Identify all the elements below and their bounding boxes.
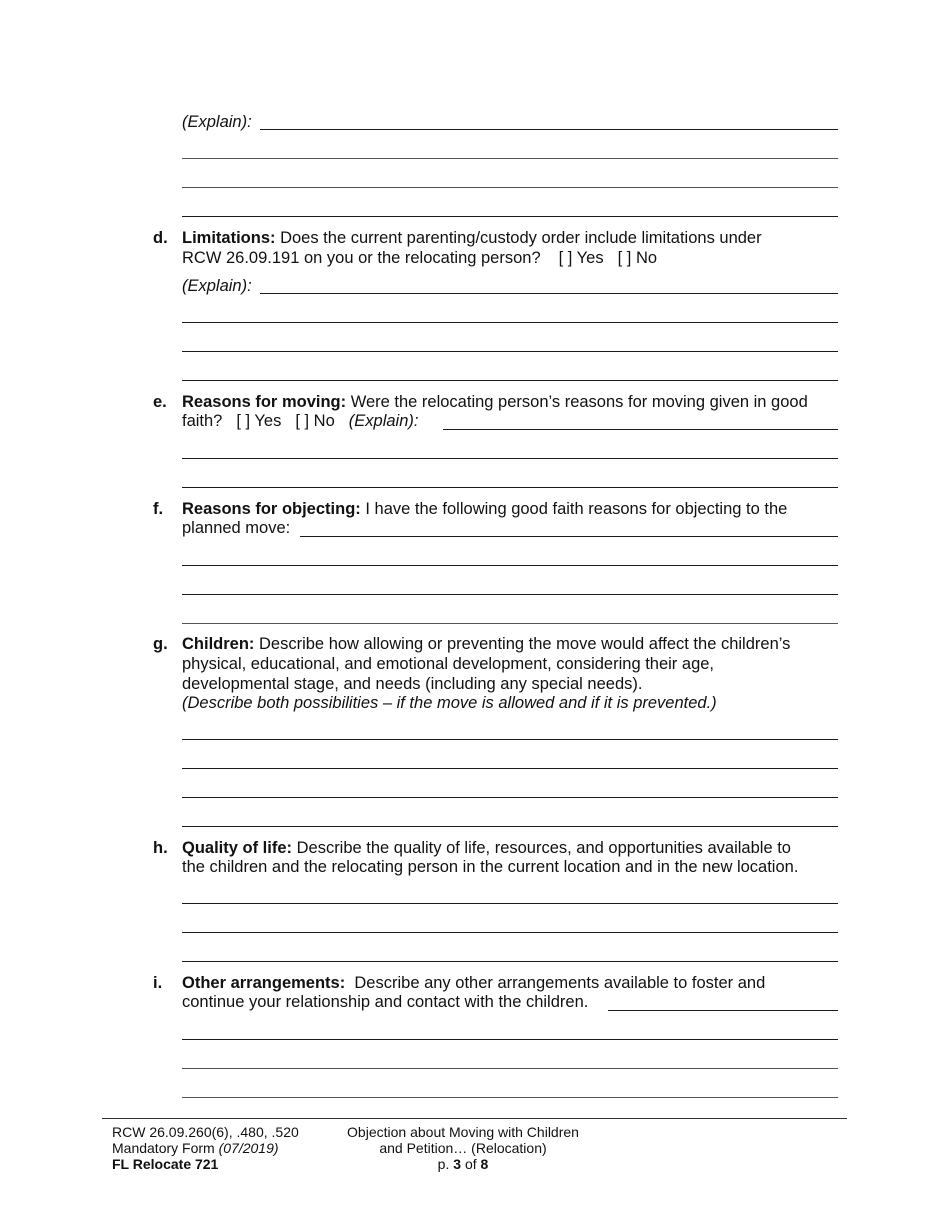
section-h-letter: h.: [153, 839, 168, 857]
section-f-letter: f.: [153, 500, 164, 518]
section-i-text: Describe any other arrangements available to foster and: [345, 974, 766, 992]
section-i-line2: continue your relationship and contact with the children.: [182, 993, 589, 1011]
answer-line[interactable]: [182, 826, 838, 827]
page-total: 8: [480, 1156, 489, 1172]
explain-label: (Explain):: [348, 412, 419, 430]
answer-line[interactable]: [182, 961, 838, 962]
answer-line[interactable]: [182, 380, 838, 381]
answer-line[interactable]: [182, 187, 838, 188]
footer-title-line2: and Petition… (Relocation): [379, 1140, 547, 1156]
section-e-text: Were the relocating person’s reasons for moving given in good: [346, 393, 808, 411]
answer-line[interactable]: [182, 487, 838, 488]
section-e-heading: Reasons for moving:: [182, 393, 347, 411]
answer-input-line[interactable]: [608, 1010, 838, 1011]
answer-line[interactable]: [182, 768, 838, 769]
explain-input-line[interactable]: [260, 293, 838, 294]
explain-input-line[interactable]: [260, 129, 838, 130]
answer-line[interactable]: [182, 1039, 838, 1040]
answer-line[interactable]: [182, 594, 838, 595]
section-i-heading: Other arrangements:: [182, 974, 346, 992]
explain-input-line[interactable]: [443, 429, 838, 430]
answer-line[interactable]: [182, 458, 838, 459]
footer-divider: [102, 1118, 847, 1119]
yes-checkbox[interactable]: [ ] Yes: [236, 412, 282, 430]
answer-input-line[interactable]: [300, 536, 838, 537]
section-g-letter: g.: [153, 635, 168, 653]
section-g-text: Describe how allowing or preventing the move would affect the children’s: [254, 635, 791, 653]
section-f-text: I have the following good faith reasons for objecting to the: [360, 500, 788, 518]
answer-line[interactable]: [182, 1097, 838, 1098]
footer-rcw: RCW 26.09.260(6), .480, .520: [112, 1124, 299, 1140]
yes-checkbox[interactable]: [ ] Yes: [558, 249, 604, 267]
no-checkbox[interactable]: [ ] No: [617, 249, 658, 267]
form-date: (07/2019): [218, 1140, 279, 1156]
page-of: of: [464, 1156, 477, 1172]
section-g-note: (Describe both possibilities – if the move is allowed and if it is prevented.): [182, 694, 717, 712]
footer-title-line1: Objection about Moving with Children: [347, 1124, 579, 1140]
answer-line[interactable]: [182, 158, 838, 159]
answer-line[interactable]: [182, 216, 838, 217]
section-g-heading: Children:: [182, 635, 255, 653]
section-i-letter: i.: [153, 974, 163, 992]
footer-form-id: FL Relocate 721: [112, 1156, 219, 1172]
no-checkbox[interactable]: [ ] No: [295, 412, 335, 430]
section-g-line1: [182, 634, 790, 654]
section-h-line1: [182, 838, 791, 858]
section-e-question: faith?: [182, 412, 223, 430]
section-h-line2: the children and the relocating person in the current location and in the new location.: [182, 858, 799, 876]
section-d-line2: [182, 248, 657, 268]
section-f-line2: planned move:: [182, 519, 291, 537]
section-d-text: Does the current parenting/custody order include limitations under: [275, 229, 762, 247]
section-f-heading: Reasons for objecting:: [182, 500, 361, 518]
answer-line[interactable]: [182, 565, 838, 566]
section-e-line1: [182, 392, 808, 412]
explain-label: (Explain):: [182, 113, 252, 131]
section-g-line2: physical, educational, and emotional development, considering their age,: [182, 655, 715, 673]
section-i-line1: [182, 973, 765, 993]
answer-line[interactable]: [182, 932, 838, 933]
footer-page-number: [340, 1156, 586, 1172]
answer-line[interactable]: [182, 797, 838, 798]
answer-line[interactable]: [182, 903, 838, 904]
section-f-line1: [182, 499, 787, 519]
page-current: 3: [453, 1156, 462, 1172]
answer-line[interactable]: [182, 739, 838, 740]
answer-line[interactable]: [182, 623, 838, 624]
answer-line[interactable]: [182, 1068, 838, 1069]
section-h-heading: Quality of life:: [182, 839, 293, 857]
section-d-line1: [182, 228, 762, 248]
explain-label: (Explain):: [182, 277, 252, 295]
page-prefix: p.: [437, 1156, 450, 1172]
section-d-heading: Limitations:: [182, 229, 276, 247]
section-d-question: RCW 26.09.191 on you or the relocating person?: [182, 249, 541, 267]
footer-mandatory-form: [112, 1140, 279, 1156]
answer-line[interactable]: [182, 322, 838, 323]
section-g-line3: developmental stage, and needs (including any special needs).: [182, 675, 643, 693]
section-d-letter: d.: [153, 229, 168, 247]
section-h-text: Describe the quality of life, resources, and opportunities available to: [292, 839, 791, 857]
section-e-letter: e.: [153, 393, 167, 411]
mandatory-form-label: Mandatory Form: [112, 1140, 215, 1156]
answer-line[interactable]: [182, 351, 838, 352]
section-e-line2: [182, 411, 418, 431]
